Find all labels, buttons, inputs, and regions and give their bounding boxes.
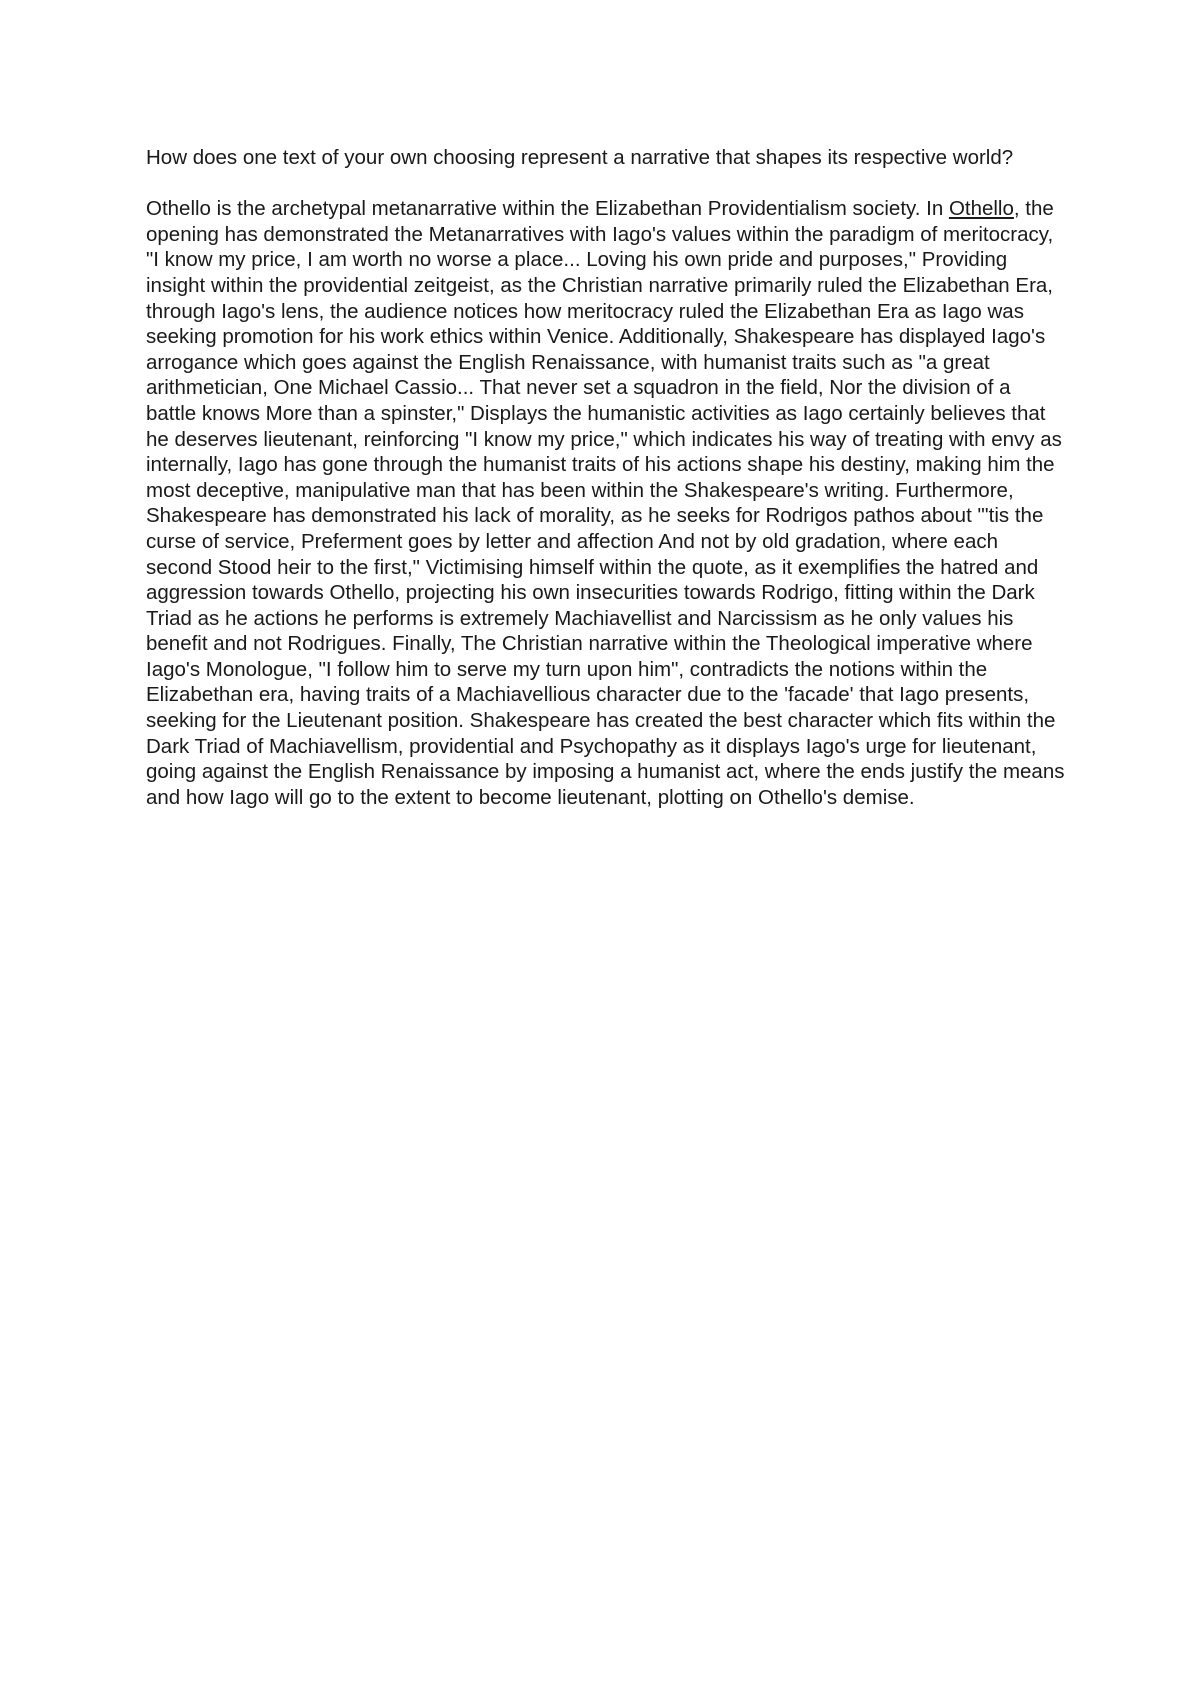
paragraph-opening-text: Othello is the archetypal metanarrative within the Elizabethan Providentialism society. In [146,197,949,221]
play-title: Othello [948,197,1014,221]
essay-paragraph [146,196,1066,810]
essay-question: How does one text of your own choosing represent a narrative that shapes its respective world? [146,146,1014,169]
document-content [146,145,1066,810]
paragraph-body-text: , the opening has demonstrated the Metanarratives with Iago's values within the paradigm of meritocracy, "I know my price, I am worth no worse a place... Loving his own pride and purposes," Providing insight within the providential zeitgeist, as the Christian narrative primarily ruled the Elizabethan Era, through Iago's lens, the audience notices how meritocracy ruled the Elizabethan Era as Iago was seeking promotion for his work ethics within Venice. Additionally, Shakespeare has displayed Iago's arrogance which goes against the English Renaissance, with humanist traits such as "a great arithmetician, One Michael Cassio... That never set a squadron in the field, Nor the division of a battle knows More than a spinster," Displays the humanistic activities as Iago certainly believes that he deserves lieutenant, reinforcing "I know my price," which indicates his way of treating with envy as internally, Iago has gone through the humanist traits of his actions shape his destiny, making him the most deceptive, manipulative man that has been within the Shakespeare's writing. Furthermore, Shakespeare has demonstrated his lack of morality, as he seeks for Rodrigos pathos about "'tis the curse of service, Preferment goes by letter and affection And not by old gradation, where each second Stood heir to the first," Victimising himself within the quote, as it exemplifies the hatred and aggression towards Othello, projecting his own insecurities towards Rodrigo, fitting within the Dark Triad as he actions he performs is extremely Machiavellist and Narcissism as he only values his benefit and not Rodrigues. Finally, The Christian narrative within the Theological imperative where Iago's Monologue, "I follow him to serve my turn upon him", contradicts the notions within the Elizabethan era, having traits of a Machiavellious character due to the 'facade' that Iago presents, seeking for the Lieutenant position. Shakespeare has created the best character which fits within the Dark Triad of Machiavellism, providential and Psychopathy as it displays Iago's urge for lieutenant, going against the English Renaissance by imposing a humanist act, where the ends justify the means and how Iago will go to the extent to become lieutenant, plotting on Othello's demise. [146,197,1065,809]
